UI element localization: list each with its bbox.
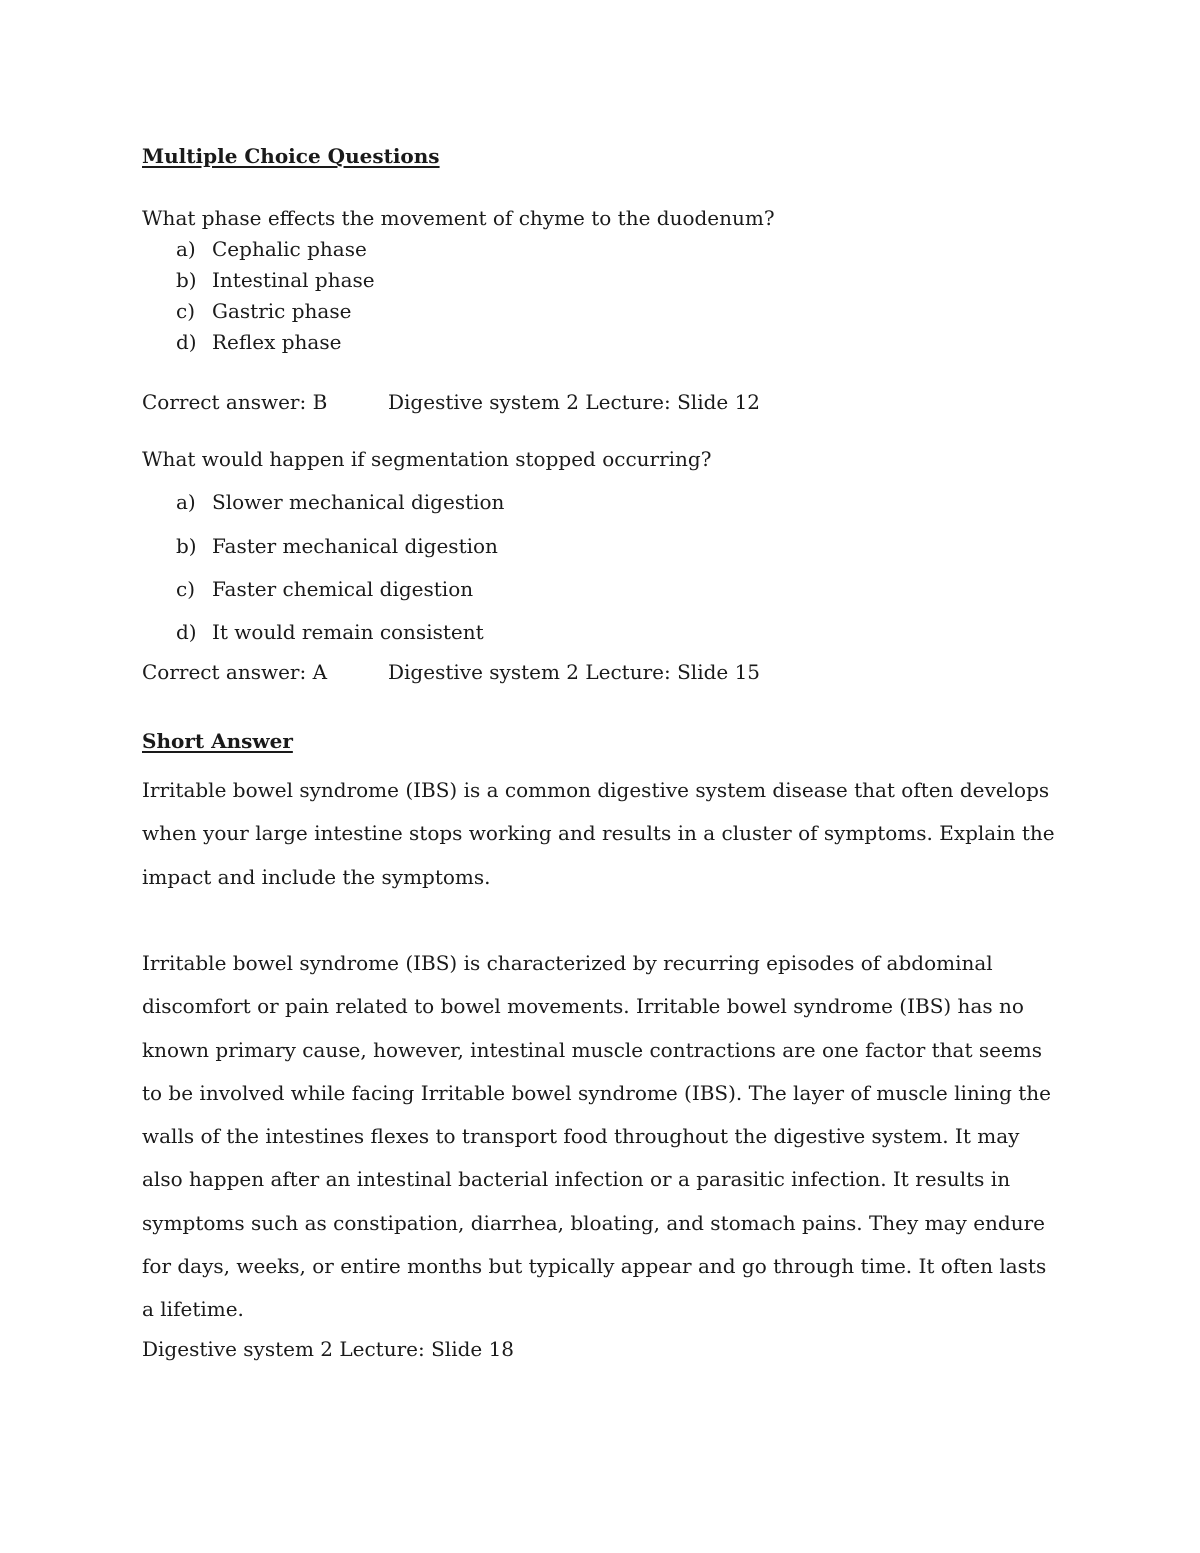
short-answer-response: Irritable bowel syndrome (IBS) is characterized by recurring episodes of abdominal discomfort or pain related to bowel movements. Irritable bowel syndrome (IBS) has no known primary cause, however, intestinal muscle contractions are one factor that seems to be involved while facing Irritable bowel syndrome (IBS). The layer of muscle lining the walls of the intestines flexes to transport food throughout the digestive system. It may also happen after an intestinal bacterial infection or a parasitic infection. It results in symptoms such as constipation, diarrhea, bloating, and stomach pains. They may endure for days, weeks, or entire months but typically appear and go through time. It often lasts a lifetime. xyxy=(142,951,1051,1322)
option-letter: a) xyxy=(176,237,196,261)
question-1-reference: Digestive system 2 Lecture: Slide 12 xyxy=(388,390,761,414)
question-2-option-c xyxy=(176,577,473,601)
option-letter: d) xyxy=(176,330,197,354)
option-letter: a) xyxy=(176,490,196,514)
option-letter: b) xyxy=(176,268,197,292)
short-answer-heading: Short Answer xyxy=(142,729,293,753)
question-2-option-a xyxy=(176,490,504,514)
question-2-option-b xyxy=(176,534,498,558)
question-1-option-b xyxy=(176,268,375,292)
question-2-answer-line xyxy=(142,660,842,684)
option-text: Intestinal phase xyxy=(212,268,375,292)
question-1-option-a xyxy=(176,237,367,261)
option-text: Faster chemical digestion xyxy=(212,577,474,601)
option-letter: c) xyxy=(176,299,196,323)
question-1-answer: Correct answer: B xyxy=(142,390,328,414)
option-text: Slower mechanical digestion xyxy=(212,490,505,514)
question-2-reference: Digestive system 2 Lecture: Slide 15 xyxy=(388,660,761,684)
mcq-heading: Multiple Choice Questions xyxy=(142,144,440,168)
option-text: Faster mechanical digestion xyxy=(212,534,498,558)
question-1-answer-line xyxy=(142,390,842,414)
option-text: Cephalic phase xyxy=(212,237,367,261)
short-answer-reference: Digestive system 2 Lecture: Slide 18 xyxy=(142,1337,515,1361)
question-1-text: What phase effects the movement of chyme to the duodenum? xyxy=(142,206,775,230)
option-text: Gastric phase xyxy=(212,299,352,323)
question-2-option-d xyxy=(176,620,484,644)
document-page xyxy=(142,0,1062,1553)
option-letter: c) xyxy=(176,577,196,601)
question-1-option-c xyxy=(176,299,351,323)
option-text: Reflex phase xyxy=(212,330,342,354)
question-1-option-d xyxy=(176,330,341,354)
question-2-answer: Correct answer: A xyxy=(142,660,328,684)
option-letter: d) xyxy=(176,620,197,644)
option-letter: b) xyxy=(176,534,197,558)
question-2-text: What would happen if segmentation stopped occurring? xyxy=(142,447,712,471)
short-answer-prompt: Irritable bowel syndrome (IBS) is a common digestive system disease that often develops when your large intestine stops working and results in a cluster of symptoms. Explain the impact and include the symptoms. xyxy=(142,778,1055,889)
option-text: It would remain consistent xyxy=(212,620,484,644)
